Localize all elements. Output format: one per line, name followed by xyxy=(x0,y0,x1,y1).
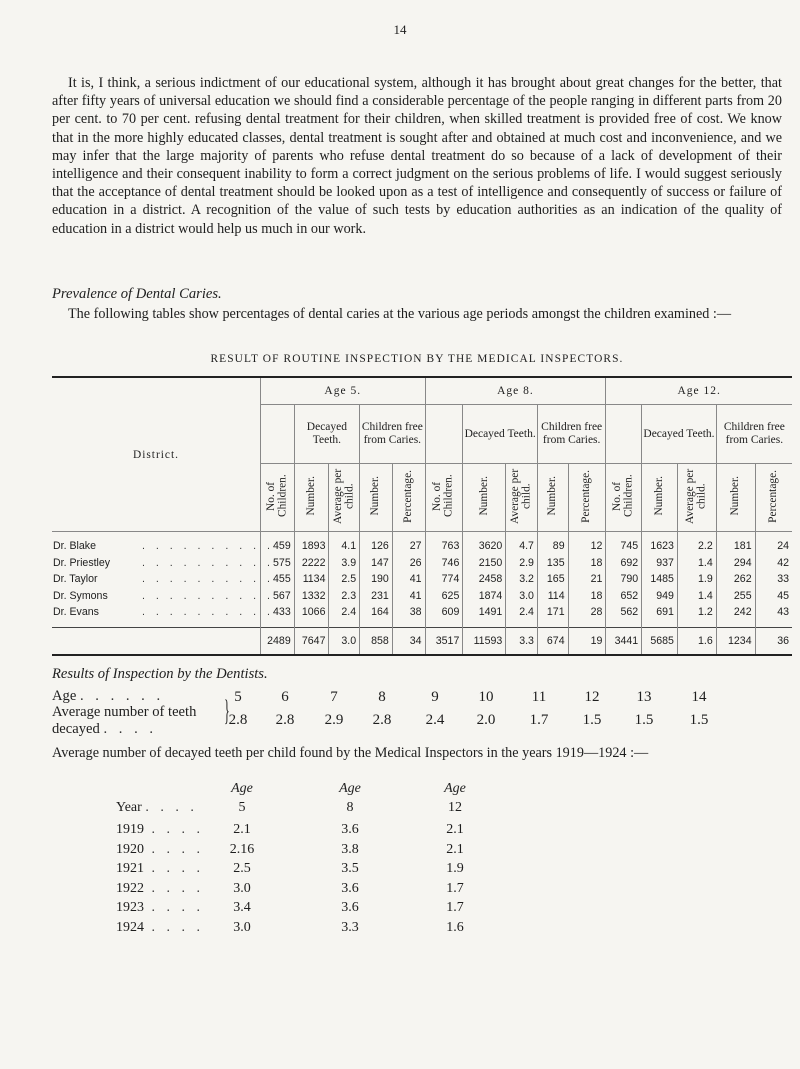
column-header-label: No. of Children. xyxy=(431,474,455,518)
dentist-age: 10 xyxy=(478,689,494,705)
dentist-age: 5 xyxy=(234,689,242,705)
year-value: 1919 xyxy=(116,822,144,837)
yearly-cell: 3.6 xyxy=(341,880,359,896)
district-name xyxy=(52,532,274,555)
dentist-average: 2.8 xyxy=(275,712,295,728)
table-cell: 21 xyxy=(568,571,606,588)
column-header xyxy=(606,464,642,532)
table-cell: 575 xyxy=(261,555,295,572)
table-cell: 1.4 xyxy=(677,555,716,572)
yearly-cell: 3.5 xyxy=(341,861,359,876)
column-header xyxy=(463,464,506,532)
leader-dots: . . . . . . . . . . xyxy=(142,589,274,602)
table-cell: 2150 xyxy=(463,555,506,572)
table-cell: 2.3 xyxy=(329,588,360,605)
total-row xyxy=(52,627,792,655)
dentists-heading: Results of Inspection by the Dentists. xyxy=(52,666,268,682)
table-cell: 89 xyxy=(537,532,568,555)
dentist-average: 1.7 xyxy=(529,712,549,728)
dentists-age-label: Age . . . . . . xyxy=(52,688,165,704)
table-cell: 745 xyxy=(606,532,642,555)
total-cell: 3441 xyxy=(606,627,642,655)
table-cell: 164 xyxy=(360,604,393,627)
decayed-header: Decayed Teeth. xyxy=(294,405,359,464)
dentists-avg-label-2: decayed . . . . xyxy=(52,721,158,737)
column-header xyxy=(360,464,393,532)
table-cell: 190 xyxy=(360,571,393,588)
district-name-text: Dr. Priestley xyxy=(53,556,111,569)
district-name xyxy=(52,588,274,605)
table-row xyxy=(52,555,792,572)
table-cell: 1134 xyxy=(294,571,329,588)
decayed-header: Decayed Teeth. xyxy=(463,405,538,464)
table-cell: 135 xyxy=(537,555,568,572)
yearly-cell: 2.16 xyxy=(229,841,255,857)
yearly-cell: 1.7 xyxy=(446,880,464,896)
blank-subheader xyxy=(606,405,642,464)
year-row-label xyxy=(116,920,204,936)
column-header-label: Percentage. xyxy=(767,469,780,523)
table-cell: 147 xyxy=(360,555,393,572)
year-row-label xyxy=(116,822,204,838)
table-row xyxy=(52,532,792,555)
table-cell: 459 xyxy=(261,532,295,555)
district-name xyxy=(52,571,274,588)
dentist-age: 12 xyxy=(584,689,600,705)
yearly-age-value: 12 xyxy=(448,800,462,815)
leader-dots: . . . . xyxy=(144,861,204,876)
column-header-label: Average per child. xyxy=(509,468,533,524)
table-cell: 231 xyxy=(360,588,393,605)
column-header-label: No. of Children. xyxy=(611,474,635,518)
dentist-average: 2.4 xyxy=(425,712,445,728)
column-header-label: No. of Children. xyxy=(264,474,289,518)
district-name-text: Dr. Evans xyxy=(53,606,99,619)
table-cell: 609 xyxy=(425,604,463,627)
yearly-cell: 3.0 xyxy=(233,880,251,896)
table-cell: 28 xyxy=(568,604,606,627)
age-group-header: Age 12. xyxy=(606,377,792,405)
leader-dots: . . . . xyxy=(144,900,204,915)
dentist-average: 1.5 xyxy=(582,712,602,728)
dentist-average: 2.8 xyxy=(228,712,248,728)
yearly-cell: 3.3 xyxy=(341,919,359,935)
table-cell: 1.4 xyxy=(677,588,716,605)
total-cell: 7647 xyxy=(294,627,329,655)
yearly-cell: 3.6 xyxy=(341,900,359,915)
table-cell: 262 xyxy=(716,571,755,588)
free-header: Children free from Caries. xyxy=(360,405,425,464)
year-row-label xyxy=(116,900,204,916)
table-cell: 42 xyxy=(755,555,792,572)
table-cell: 774 xyxy=(425,571,463,588)
leader-dots: . . . . . . . . . . xyxy=(142,540,274,553)
table-cell: 38 xyxy=(392,604,425,627)
leader-dots: . . . . xyxy=(144,880,204,896)
table-cell: 1.9 xyxy=(677,571,716,588)
total-cell: 674 xyxy=(537,627,568,655)
year-row-label xyxy=(116,881,204,897)
yearly-cell: 1.9 xyxy=(446,861,464,876)
table-caption: RESULT OF ROUTINE INSPECTION BY THE MEDICAL INSPECTORS. xyxy=(210,353,624,365)
table-cell: 1491 xyxy=(463,604,506,627)
table-cell: 2.5 xyxy=(329,571,360,588)
decayed-header: Decayed Teeth. xyxy=(642,405,717,464)
table-cell: 41 xyxy=(392,588,425,605)
year-value: 1921 xyxy=(116,861,144,876)
table-cell: 562 xyxy=(606,604,642,627)
table-cell: 937 xyxy=(642,555,678,572)
yearly-intro: Average number of decayed teeth per child found by the Medical Inspectors in the years 1919—1924 :— xyxy=(52,745,649,761)
table-cell: 652 xyxy=(606,588,642,605)
district-header: District. xyxy=(52,377,261,532)
table-cell: 433 xyxy=(261,604,295,627)
table-cell: 3.9 xyxy=(329,555,360,572)
year-label-text: Year xyxy=(116,800,142,815)
column-header xyxy=(329,464,360,532)
total-cell: 1.6 xyxy=(677,627,716,655)
year-value: 1920 xyxy=(116,841,144,857)
column-header xyxy=(425,464,463,532)
column-header-label: Percentage. xyxy=(580,469,593,523)
column-header xyxy=(261,464,295,532)
yearly-age-header: Age xyxy=(444,781,466,796)
total-cell: 11593 xyxy=(463,627,506,655)
column-header xyxy=(294,464,329,532)
table-cell: 1874 xyxy=(463,588,506,605)
dentist-average: 2.0 xyxy=(476,712,496,728)
table-cell: 692 xyxy=(606,555,642,572)
table-row xyxy=(52,604,792,627)
inspection-table xyxy=(52,376,792,656)
table-cell: 2222 xyxy=(294,555,329,572)
year-value: 1924 xyxy=(116,919,144,935)
table-cell: 24 xyxy=(755,532,792,555)
column-header-label: Number. xyxy=(546,476,559,516)
table-cell: 1893 xyxy=(294,532,329,555)
table-cell: 41 xyxy=(392,571,425,588)
year-value: 1922 xyxy=(116,880,144,896)
leader-dots: . . . . . . . . . . xyxy=(142,573,274,586)
year-row-label xyxy=(116,861,204,877)
table-cell: 1485 xyxy=(642,571,678,588)
district-name-text: Dr. Blake xyxy=(53,540,96,553)
table-cell: 126 xyxy=(360,532,393,555)
total-cell: 3.0 xyxy=(329,627,360,655)
table-cell: 3620 xyxy=(463,532,506,555)
dentists-avg-label: Average number of teeth xyxy=(52,704,197,720)
leader-dots: . . . . xyxy=(144,822,204,837)
intro-paragraph: It is, I think, a serious indictment of our educational system, although it has brought about great changes for the better, that after fifty years of universal education we should find a considerable percentage of the people ranging in different parts from 20 per cent. to 70 per cent. refusing dental treatment for their children, when skilled treatment is provided free of cost. We know that in the more highly educated classes, dental treatment is sought after and obtained at much cost and inconvenience, and we may infer that the large majority of parents who refuse dental treatment do so because of a lack of development of their intelligence and their consequent inability to form a correct judgment on the serious problems of life. I would suggest seriously that the acceptance of dental treatment should be looked upon as a test of intelligence and consequently of success or failure of education in a district. A recognition of the value of such tests by education authorities as an indication of the quality of education in a district would help us much in our work. xyxy=(52,75,782,237)
blank-subheader xyxy=(261,405,295,464)
district-name xyxy=(52,604,274,627)
yearly-age-value: 5 xyxy=(238,800,246,815)
district-name-text: Dr. Taylor xyxy=(53,573,98,586)
dentist-average: 1.5 xyxy=(689,712,709,728)
leader-dots: . . . . . . . . . . xyxy=(142,556,274,569)
table-cell: 45 xyxy=(755,588,792,605)
table-cell: 949 xyxy=(642,588,678,605)
table-cell: 3.2 xyxy=(506,571,538,588)
year-label xyxy=(116,800,198,816)
table-cell: 12 xyxy=(568,532,606,555)
dentist-age: 9 xyxy=(431,689,439,705)
prevalence-text: The following tables show percentages of dental caries at the various age periods amongst the children examined :— xyxy=(68,306,732,322)
column-header-label: Number. xyxy=(477,476,490,516)
table-cell: 18 xyxy=(568,555,606,572)
yearly-cell: 3.0 xyxy=(233,919,251,935)
total-cell: 5685 xyxy=(642,627,678,655)
leader-dots: . . . . xyxy=(145,800,198,815)
table-cell: 691 xyxy=(642,604,678,627)
table-cell: 625 xyxy=(425,588,463,605)
column-header xyxy=(716,464,755,532)
district-name-text: Dr. Symons xyxy=(53,589,108,602)
table-cell: 455 xyxy=(261,571,295,588)
column-header xyxy=(537,464,568,532)
column-header xyxy=(392,464,425,532)
table-cell: 2.4 xyxy=(506,604,538,627)
column-header xyxy=(642,464,678,532)
table-cell: 763 xyxy=(425,532,463,555)
leader-dots: . . . . xyxy=(144,919,204,935)
table-cell: 1623 xyxy=(642,532,678,555)
yearly-age-value: 8 xyxy=(346,800,354,815)
column-header-label: Number. xyxy=(728,476,741,516)
yearly-cell: 2.1 xyxy=(446,841,464,857)
yearly-cell: 3.4 xyxy=(233,900,251,915)
table-cell: 27 xyxy=(392,532,425,555)
yearly-cell: 3.6 xyxy=(341,822,359,837)
table-cell: 171 xyxy=(537,604,568,627)
free-header: Children free from Caries. xyxy=(716,405,792,464)
total-cell: 34 xyxy=(392,627,425,655)
yearly-age-header: Age xyxy=(339,781,361,796)
leader-dots: . . . . . . . . . . xyxy=(142,606,274,619)
column-header-label: Average per child. xyxy=(331,468,356,524)
table-cell: 2.2 xyxy=(677,532,716,555)
column-header-label: Percentage. xyxy=(401,469,414,523)
table-cell: 2458 xyxy=(463,571,506,588)
column-header-label: Number. xyxy=(369,476,382,516)
dentist-age: 8 xyxy=(378,689,386,705)
yearly-cell: 3.8 xyxy=(341,841,359,857)
total-cell: 1234 xyxy=(716,627,755,655)
yearly-cell: 1.6 xyxy=(446,919,464,935)
total-cell: 858 xyxy=(360,627,393,655)
table-cell: 114 xyxy=(537,588,568,605)
yearly-cell: 1.7 xyxy=(446,900,464,915)
total-cell: 19 xyxy=(568,627,606,655)
column-header xyxy=(677,464,716,532)
total-cell: 3517 xyxy=(425,627,463,655)
table-cell: 2.4 xyxy=(329,604,360,627)
table-cell: 33 xyxy=(755,571,792,588)
table-cell: 26 xyxy=(392,555,425,572)
dentist-age: 14 xyxy=(691,689,707,705)
column-header xyxy=(506,464,538,532)
table-cell: 1066 xyxy=(294,604,329,627)
yearly-cell: 2.1 xyxy=(233,822,251,837)
district-name xyxy=(52,555,274,572)
column-header-label: Number. xyxy=(652,476,665,516)
age-group-header: Age 8. xyxy=(425,377,606,405)
free-header: Children free from Caries. xyxy=(537,405,605,464)
table-cell: 746 xyxy=(425,555,463,572)
table-cell: 1.2 xyxy=(677,604,716,627)
yearly-age-header: Age xyxy=(231,781,253,796)
year-value: 1923 xyxy=(116,900,144,915)
table-cell: 790 xyxy=(606,571,642,588)
table-cell: 165 xyxy=(537,571,568,588)
total-cell: 3.3 xyxy=(506,627,538,655)
table-cell: 4.7 xyxy=(506,532,538,555)
total-cell: 2489 xyxy=(261,627,295,655)
dentist-age: 11 xyxy=(531,689,547,705)
table-cell: 242 xyxy=(716,604,755,627)
prevalence-heading: Prevalence of Dental Caries. xyxy=(52,286,222,302)
table-row xyxy=(52,588,792,605)
dentist-average: 1.5 xyxy=(634,712,654,728)
yearly-cell: 2.5 xyxy=(233,861,251,876)
column-header xyxy=(568,464,606,532)
column-header xyxy=(755,464,792,532)
year-row-label xyxy=(116,842,204,858)
table-cell: 3.0 xyxy=(506,588,538,605)
dentist-age: 7 xyxy=(330,689,338,705)
brace-symbol: } xyxy=(224,694,230,727)
total-label-blank xyxy=(52,627,261,655)
table-cell: 255 xyxy=(716,588,755,605)
age-group-header: Age 5. xyxy=(261,377,426,405)
total-cell: 36 xyxy=(755,627,792,655)
table-cell: 4.1 xyxy=(329,532,360,555)
dentist-average: 2.8 xyxy=(372,712,392,728)
table-cell: 43 xyxy=(755,604,792,627)
dentist-average: 2.9 xyxy=(324,712,344,728)
column-header-label: Average per child. xyxy=(684,468,708,524)
table-cell: 2.9 xyxy=(506,555,538,572)
dentist-age: 13 xyxy=(636,689,652,705)
table-cell: 294 xyxy=(716,555,755,572)
blank-subheader xyxy=(425,405,463,464)
dentist-age: 6 xyxy=(281,689,289,705)
table-cell: 567 xyxy=(261,588,295,605)
table-cell: 1332 xyxy=(294,588,329,605)
leader-dots: . . . . xyxy=(144,841,204,857)
table-row xyxy=(52,571,792,588)
table-cell: 18 xyxy=(568,588,606,605)
page-number: 14 xyxy=(393,22,407,37)
yearly-cell: 2.1 xyxy=(446,822,464,837)
table-cell: 181 xyxy=(716,532,755,555)
column-header-label: Number. xyxy=(304,476,317,516)
